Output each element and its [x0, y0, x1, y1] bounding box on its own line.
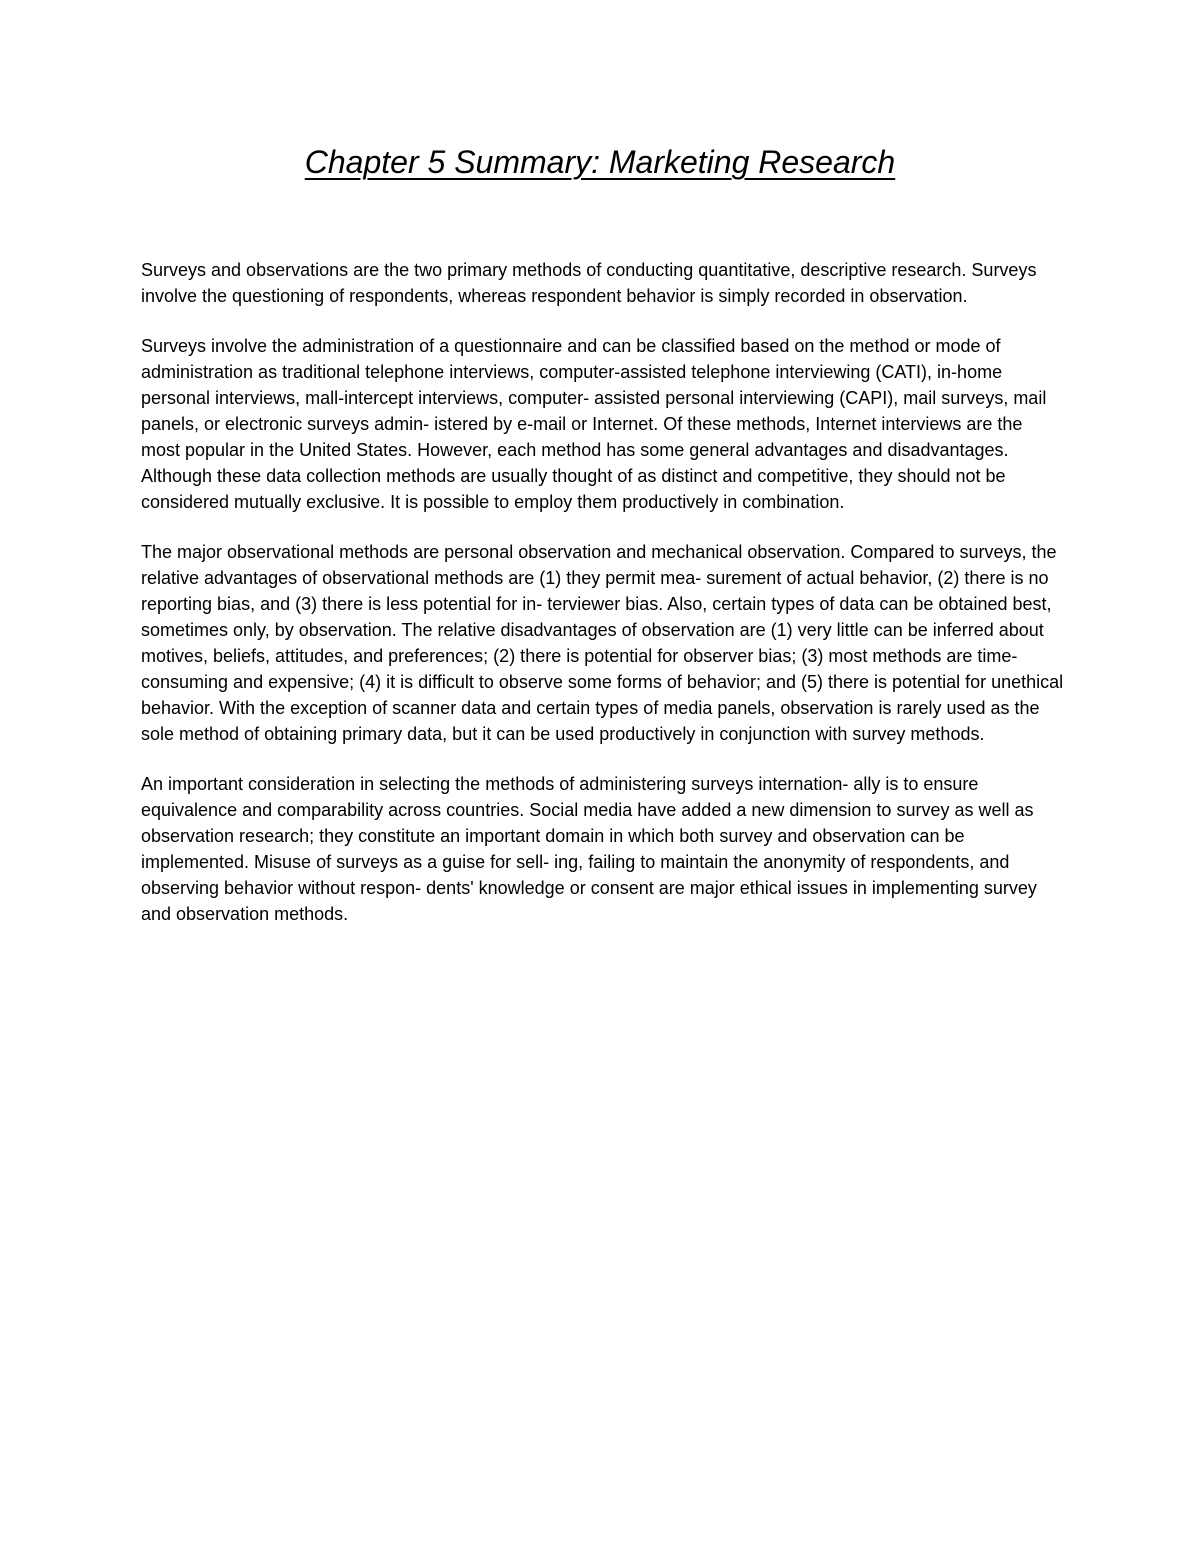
document-body	[141, 257, 1066, 951]
document-title: Chapter 5 Summary: Marketing Research	[304, 144, 896, 180]
paragraph-survey-methods: Surveys involve the administration of a questionnaire and can be classified based on the method or mode of administration as traditional telephone interviews, computer-assisted telephone interviewing (CATI), in-home personal interviews, mall-intercept interviews, computer- assisted personal interviewing (CAPI), mail surveys, mail panels, or electronic surveys admin- istered by e-mail or Internet. Of these methods, Internet interviews are the most popular in the United States. However, each method has some general advantages and disadvantages. Although these data collection methods are usually thought of as distinct and competitive, they should not be considered mutually exclusive. It is possible to employ them productively in combination.	[141, 336, 1047, 512]
paragraph-international-and-ethical-issues: An important consideration in selecting the methods of administering surveys internation- ally is to ensure equivalence and comparability across countries. Social media have added a new dimension to survey as well as observation research; they constitute an important domain in which both survey and observation can be implemented. Misuse of surveys as a guise for sell- ing, failing to maintain the anonymity of respondents, and observing behavior without respon- dents' knowledge or consent are major ethical issues in implementing survey and observation methods.	[141, 774, 1037, 924]
paragraph-surveys-and-observations: Surveys and observations are the two primary methods of conducting quantitative, descriptive research. Surveys involve the questioning of respondents, whereas respondent behavior is simply recorded in observation.	[141, 260, 1037, 306]
paragraph-observational-methods: The major observational methods are personal observation and mechanical observation. Compared to surveys, the relative advantages of observational methods are (1) they permit mea- surement of actual behavior, (2) there is no reporting bias, and (3) there is less potential for in- terviewer bias. Also, certain types of data can be obtained best, sometimes only, by observation. The relative disadvantages of observation are (1) very little can be inferred about motives, beliefs, attitudes, and preferences; (2) there is potential for observer bias; (3) most methods are time- consuming and expensive; (4) it is difficult to observe some forms of behavior; and (5) there is potential for unethical behavior. With the exception of scanner data and certain types of media panels, observation is rarely used as the sole method of obtaining primary data, but it can be used productively in conjunction with survey methods.	[141, 542, 1064, 744]
